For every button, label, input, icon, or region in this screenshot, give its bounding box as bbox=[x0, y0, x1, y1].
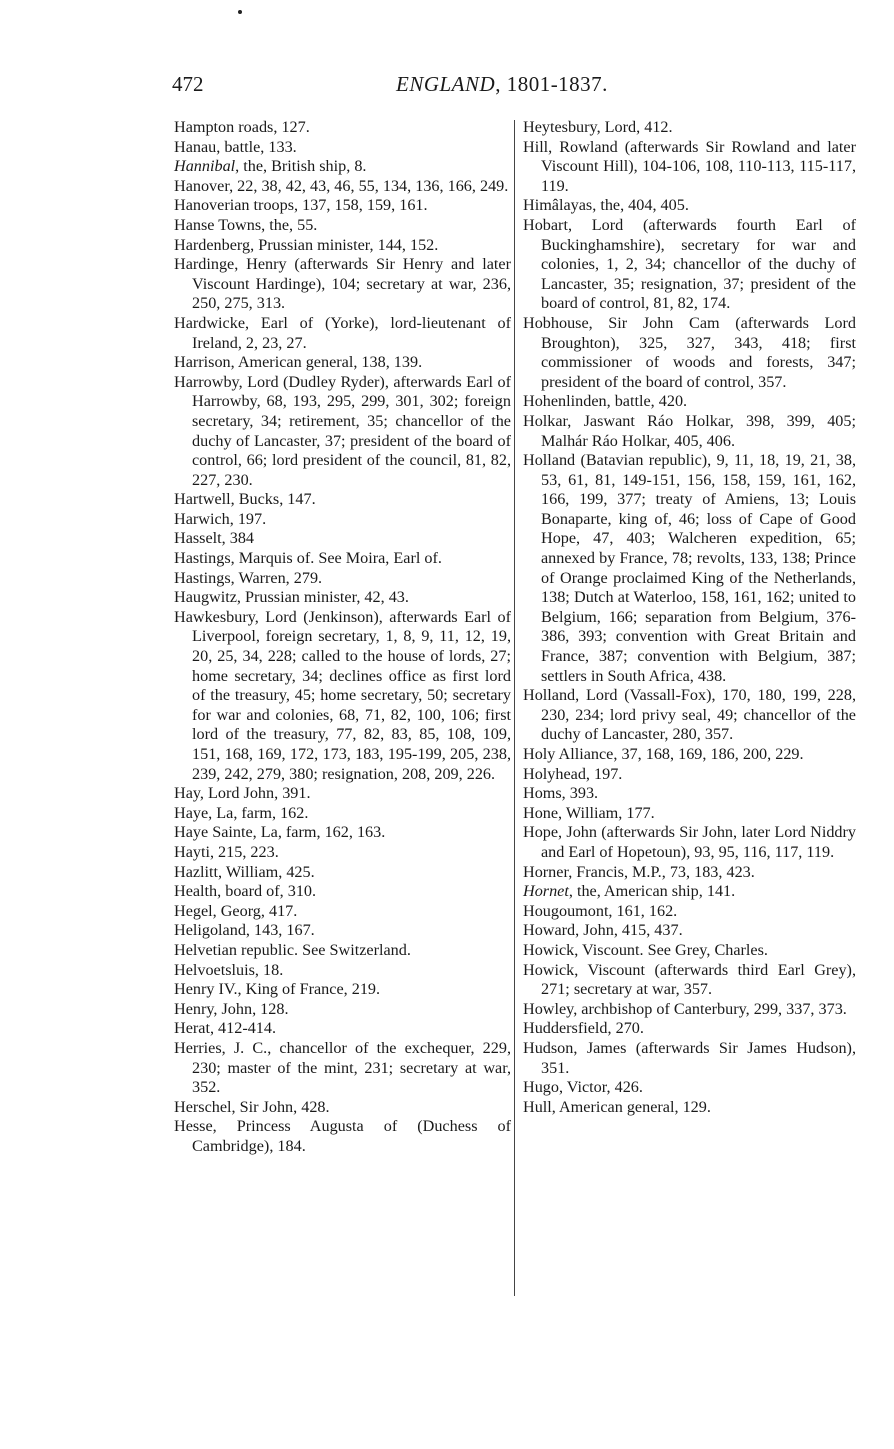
index-entry-text: Horner, Francis, M.P., 73, 183, 423. bbox=[523, 862, 755, 881]
index-entry bbox=[523, 1019, 856, 1039]
index-entry-text: Howard, John, 415, 437. bbox=[523, 921, 683, 940]
index-entry bbox=[523, 216, 856, 314]
index-entry bbox=[174, 941, 511, 961]
index-entry-text: Hanover, 22, 38, 42, 43, 46, 55, 134, 136, 166, 249. bbox=[174, 176, 509, 195]
index-entry-text: Hanoverian troops, 137, 158, 159, 161. bbox=[174, 196, 428, 215]
index-entry-text: Henry IV., King of France, 219. bbox=[174, 980, 381, 999]
index-entry bbox=[523, 941, 856, 961]
index-entry bbox=[523, 451, 856, 686]
index-entry bbox=[174, 255, 511, 314]
index-entry-text: , the, American ship, 141. bbox=[568, 882, 736, 901]
index-entry-text: Hayti, 215, 223. bbox=[174, 842, 279, 861]
index-entry bbox=[174, 157, 511, 177]
index-entry bbox=[174, 236, 511, 256]
index-entry bbox=[174, 177, 511, 197]
index-entry bbox=[523, 863, 856, 883]
index-entry-text: Harwich, 197. bbox=[174, 509, 267, 528]
index-entry bbox=[174, 549, 511, 569]
index-entry bbox=[523, 686, 856, 745]
index-entry-text: Haye, La, farm, 162. bbox=[174, 803, 309, 822]
index-entry-text: Hull, American general, 129. bbox=[523, 1097, 711, 1116]
index-entry-text: Howick, Viscount (afterwards third Earl Grey), 271; secretary at war, 357. bbox=[523, 960, 856, 999]
index-entry-text: Herat, 412-414. bbox=[174, 1019, 277, 1038]
index-column-left bbox=[174, 118, 511, 1156]
index-entry bbox=[174, 216, 511, 236]
index-entry-text: Hastings, Marquis of. See Moira, Earl of. bbox=[174, 549, 442, 568]
index-entry-text: Hampton roads, 127. bbox=[174, 118, 310, 136]
index-entry bbox=[174, 490, 511, 510]
running-title-country: ENGLAND bbox=[396, 72, 496, 96]
index-entry bbox=[523, 1000, 856, 1020]
index-entry bbox=[174, 588, 511, 608]
index-entry-text: Hill, Rowland (afterwards Sir Rowland and later Viscount Hill), 104-106, 108, 110-113, 115-117, 119. bbox=[523, 137, 856, 195]
index-entry bbox=[174, 823, 511, 843]
index-entry bbox=[523, 921, 856, 941]
index-entry-text: Hanse Towns, the, 55. bbox=[174, 215, 318, 234]
index-entry-text: Heytesbury, Lord, 412. bbox=[523, 118, 673, 136]
index-entry-text: Holland, Lord (Vassall-Fox), 170, 180, 199, 228, 230, 234; lord privy seal, 49; chancellor of the duchy of Lancaster, 280, 357. bbox=[523, 686, 856, 744]
index-entry bbox=[174, 863, 511, 883]
index-entry-text: Howick, Viscount. See Grey, Charles. bbox=[523, 940, 768, 959]
index-entry-text: Holland (Batavian republic), 9, 11, 18, 19, 21, 38, 53, 61, 81, 149-151, 156, 158, 159, 161, 162, 166, 199, 377; treaty of Amiens, 13; Louis Bonaparte, king of, 46; loss of Cape of Good Hope, 47, 403; Walcheren expedition, 65; annexed by France, 78; revolts, 133, 138; Prince of Orange proclaimed King of the Netherlands, 138; Dutch at Waterloo, 158, 161, 162; united to Belgium, 166; separation from Belgium, 376-386, 393; convention with Great Britain and France, 387; convention with Belgium, 387; settlers in South Africa, 438. bbox=[523, 451, 856, 685]
index-entry-text: Harrowby, Lord (Dudley Ryder), afterwards Earl of Harrowby, 68, 193, 295, 299, 301, 302; foreign secretary, 34; retirement, 35; chancellor of the duchy of Lancaster, 37; president of the board of control, 66; lord president of the council, 81, 82, 227, 230. bbox=[174, 372, 511, 489]
index-entry bbox=[174, 608, 511, 784]
index-entry-text: Hartwell, Bucks, 147. bbox=[174, 490, 316, 509]
index-entry bbox=[174, 314, 511, 353]
index-entry bbox=[174, 902, 511, 922]
index-entry-text: Haye Sainte, La, farm, 162, 163. bbox=[174, 823, 386, 842]
index-entry bbox=[174, 529, 511, 549]
index-entry bbox=[174, 353, 511, 373]
index-entry bbox=[174, 1117, 511, 1156]
index-entry-text: Hohenlinden, battle, 420. bbox=[523, 392, 688, 411]
page-number: 472 bbox=[172, 72, 204, 96]
index-entry-italic-name: Hornet bbox=[523, 882, 569, 901]
index-entry-text: Heligoland, 143, 167. bbox=[174, 921, 315, 940]
index-entry-text: , the, British ship, 8. bbox=[235, 157, 367, 176]
index-entry bbox=[523, 745, 856, 765]
index-entry-text: Hudson, James (afterwards Sir James Hudson), 351. bbox=[523, 1038, 856, 1077]
index-column-right bbox=[523, 118, 856, 1117]
index-entry bbox=[523, 314, 856, 392]
index-entry-text: Hesse, Princess Augusta of (Duchess of Cambridge), 184. bbox=[174, 1117, 511, 1155]
index-entry-text: Hastings, Warren, 279. bbox=[174, 568, 323, 587]
index-entry-text: Hougoumont, 161, 162. bbox=[523, 901, 678, 920]
column-divider bbox=[514, 120, 515, 1296]
index-entry-text: Hone, William, 177. bbox=[523, 803, 655, 822]
index-entry-text: Hawkesbury, Lord (Jenkinson), afterwards Earl of Liverpool, foreign secretary, 1, 8, 9, 11, 12, 19, 20, 25, 34, 228; called to the house of lords, 27; home secretary, 34; declines office as first lord of the treasury, 45; home secretary, 50; secretary for war and colonies, 68, 71, 82, 100, 106; first lord of the treasury, 77, 82, 83, 85, 108, 109, 151, 168, 169, 172, 173, 183, 195-199, 205, 238, 239, 242, 279, 380; resignation, 208, 209, 226. bbox=[174, 607, 511, 783]
index-entry bbox=[523, 412, 856, 451]
index-entry-text: Herries, J. C., chancellor of the exchequer, 229, 230; master of the mint, 231; secretary at war, 352. bbox=[174, 1038, 511, 1097]
index-entry-text: Hanau, battle, 133. bbox=[174, 137, 297, 156]
index-entry bbox=[523, 882, 856, 902]
index-entry-text: Helvetian republic. See Switzerland. bbox=[174, 940, 411, 959]
index-entry bbox=[174, 843, 511, 863]
stray-dot bbox=[238, 10, 242, 14]
index-entry-text: Hobart, Lord (afterwards fourth Earl of Buckinghamshire), secretary for war and colonies, 1, 2, 34; chancellor of the duchy of Lancaster, 35; resignation, 37; president of the board of control, 81, 82, 174. bbox=[523, 215, 856, 313]
index-entry bbox=[174, 138, 511, 158]
index-entry bbox=[523, 784, 856, 804]
index-entry-text: Howley, archbishop of Canterbury, 299, 337, 373. bbox=[523, 999, 847, 1018]
index-entry bbox=[174, 1098, 511, 1118]
index-entry-text: Hope, John (afterwards Sir John, later Lord Niddry and Earl of Hopetoun), 93, 95, 116, 117, 119. bbox=[523, 823, 856, 861]
index-entry bbox=[174, 118, 511, 138]
index-entry-text: Hardwicke, Earl of (Yorke), lord-lieutenant of Ireland, 2, 23, 27. bbox=[174, 313, 511, 352]
index-entry bbox=[523, 392, 856, 412]
index-entry bbox=[523, 823, 856, 862]
index-entry-text: Hobhouse, Sir John Cam (afterwards Lord Broughton), 325, 327, 343, 418; first commissioner of woods and forests, 347; president of the board of control, 357. bbox=[523, 313, 856, 391]
index-entry-text: Haugwitz, Prussian minister, 42, 43. bbox=[174, 588, 409, 607]
index-entry bbox=[523, 118, 856, 138]
index-entry bbox=[174, 1019, 511, 1039]
index-entry-text: Hay, Lord John, 391. bbox=[174, 784, 311, 803]
index-entry-text: Harrison, American general, 138, 139. bbox=[174, 353, 423, 372]
index-entry-text: Homs, 393. bbox=[523, 784, 599, 803]
page-header bbox=[0, 72, 894, 102]
index-entry-text: Hardinge, Henry (afterwards Sir Henry and later Viscount Hardinge), 104; secretary at war, 236, 250, 275, 313. bbox=[174, 255, 511, 313]
index-entry bbox=[174, 1000, 511, 1020]
index-entry bbox=[174, 921, 511, 941]
index-entry bbox=[174, 1039, 511, 1098]
index-entry bbox=[174, 510, 511, 530]
index-entry-text: Huddersfield, 270. bbox=[523, 1019, 644, 1038]
index-entry-text: Health, board of, 310. bbox=[174, 882, 317, 901]
index-entry-text: Himâlayas, the, 404, 405. bbox=[523, 196, 689, 215]
index-entry bbox=[174, 804, 511, 824]
index-entry-text: Helvoetsluis, 18. bbox=[174, 960, 284, 979]
index-entry bbox=[523, 1098, 856, 1118]
index-entry bbox=[174, 882, 511, 902]
index-entry-text: Hegel, Georg, 417. bbox=[174, 901, 298, 920]
index-entry-text: Hasselt, 384 bbox=[174, 529, 255, 548]
index-entry-text: Hardenberg, Prussian minister, 144, 152. bbox=[174, 235, 439, 254]
index-entry-text: Holy Alliance, 37, 168, 169, 186, 200, 229. bbox=[523, 745, 804, 763]
index-entry bbox=[523, 196, 856, 216]
running-title-years: , 1801-1837. bbox=[495, 72, 608, 96]
index-entry-text: Holyhead, 197. bbox=[523, 764, 623, 783]
index-entry bbox=[174, 569, 511, 589]
index-entry bbox=[174, 196, 511, 216]
index-entry bbox=[174, 373, 511, 491]
index-entry bbox=[523, 1039, 856, 1078]
index-entry bbox=[523, 1078, 856, 1098]
index-entry-text: Herschel, Sir John, 428. bbox=[174, 1097, 330, 1116]
index-entry-italic-name: Hannibal bbox=[174, 157, 236, 176]
index-entry-text: Hugo, Victor, 426. bbox=[523, 1078, 643, 1097]
index-entry bbox=[174, 961, 511, 981]
index-entry bbox=[174, 980, 511, 1000]
index-entry-text: Hazlitt, William, 425. bbox=[174, 862, 315, 881]
running-title bbox=[396, 72, 608, 97]
index-entry-text: Henry, John, 128. bbox=[174, 999, 289, 1018]
index-entry bbox=[174, 784, 511, 804]
index-entry bbox=[523, 138, 856, 197]
index-entry bbox=[523, 804, 856, 824]
index-entry bbox=[523, 961, 856, 1000]
index-entry bbox=[523, 902, 856, 922]
index-entry bbox=[523, 765, 856, 785]
index-entry-text: Holkar, Jaswant Ráo Holkar, 398, 399, 405; Malhár Ráo Holkar, 405, 406. bbox=[523, 411, 856, 450]
